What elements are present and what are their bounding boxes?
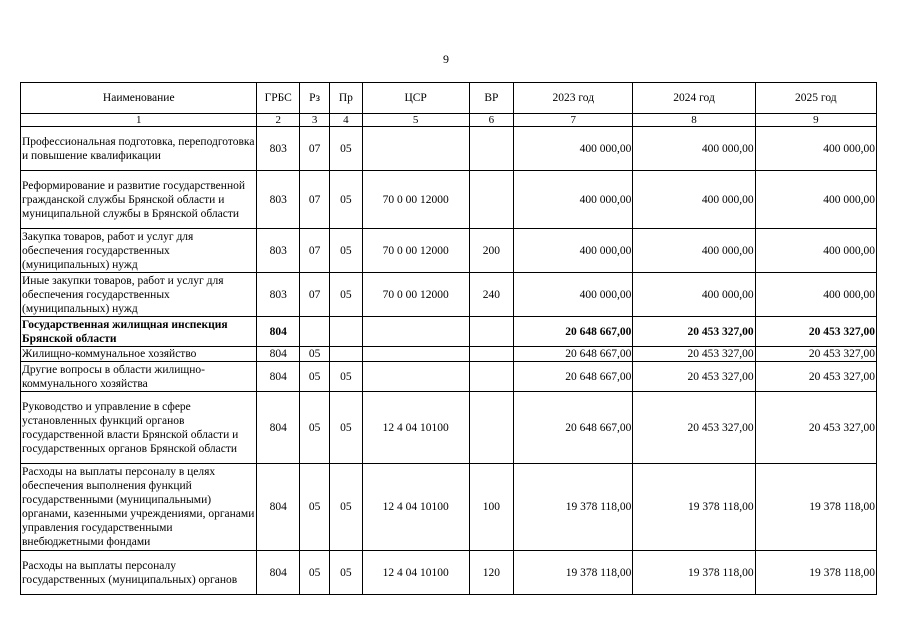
- row-vr-cell: [469, 317, 513, 347]
- row-2025-cell: 19 378 118,00: [755, 464, 876, 551]
- table-row: [21, 317, 877, 347]
- row-pr-cell: 05: [330, 229, 362, 273]
- row-rz-cell: [299, 317, 329, 347]
- row-rz-cell: 07: [299, 273, 329, 317]
- row-2025-cell: 20 453 327,00: [755, 317, 876, 347]
- row-name-cell: Реформирование и развитие государственной гражданской службы Брянской области и муниципальной службы в Брянской области: [21, 171, 257, 229]
- row-name-cell: Закупка товаров, работ и услуг для обеспечения государственных (муниципальных) нужд: [21, 229, 257, 273]
- row-grbs-cell: 803: [257, 273, 299, 317]
- row-2025-cell: 19 378 118,00: [755, 551, 876, 595]
- row-name-cell: Другие вопросы в области жилищно-коммунального хозяйства: [21, 362, 257, 392]
- row-grbs-cell: 804: [257, 362, 299, 392]
- table-row: [21, 347, 877, 362]
- column-number: 7: [514, 114, 633, 127]
- row-pr-cell: 05: [330, 273, 362, 317]
- row-2024-cell: 20 453 327,00: [633, 347, 755, 362]
- row-2025-cell: 20 453 327,00: [755, 392, 876, 464]
- column-number: 5: [362, 114, 469, 127]
- column-number: 9: [755, 114, 876, 127]
- row-2023-cell: 400 000,00: [514, 127, 633, 171]
- row-pr-cell: 05: [330, 464, 362, 551]
- row-vr-cell: 240: [469, 273, 513, 317]
- row-grbs-cell: 804: [257, 392, 299, 464]
- row-2024-cell: 19 378 118,00: [633, 551, 755, 595]
- row-rz-cell: 07: [299, 127, 329, 171]
- row-grbs-cell: 804: [257, 551, 299, 595]
- row-csr-cell: [362, 127, 469, 171]
- header-row: [21, 83, 877, 114]
- row-2024-cell: 20 453 327,00: [633, 362, 755, 392]
- row-2024-cell: 20 453 327,00: [633, 317, 755, 347]
- header-2024: 2024 год: [633, 83, 755, 114]
- row-pr-cell: 05: [330, 551, 362, 595]
- row-name-cell: Профессиональная подготовка, переподготовка и повышение квалификации: [21, 127, 257, 171]
- table-row: [21, 392, 877, 464]
- row-grbs-cell: 804: [257, 347, 299, 362]
- page-number: 9: [443, 52, 449, 66]
- table-row: [21, 362, 877, 392]
- row-csr-cell: 12 4 04 10100: [362, 464, 469, 551]
- row-vr-cell: 120: [469, 551, 513, 595]
- header-2025: 2025 год: [755, 83, 876, 114]
- header-pr: Пр: [330, 83, 362, 114]
- table-row: [21, 229, 877, 273]
- budget-table: [20, 82, 877, 595]
- row-2023-cell: 19 378 118,00: [514, 464, 633, 551]
- column-number: 6: [469, 114, 513, 127]
- row-csr-cell: 70 0 00 12000: [362, 273, 469, 317]
- row-2023-cell: 20 648 667,00: [514, 317, 633, 347]
- row-vr-cell: [469, 127, 513, 171]
- row-name-cell: Расходы на выплаты персоналу в целях обеспечения выполнения функций государственными (муниципальными) органами, казенными учреждениями, органами управления государственными внебюджетными фондами: [21, 464, 257, 551]
- row-pr-cell: [330, 317, 362, 347]
- row-name-cell: Жилищно-коммунальное хозяйство: [21, 347, 257, 362]
- row-csr-cell: [362, 362, 469, 392]
- row-2025-cell: 400 000,00: [755, 229, 876, 273]
- column-number-row: [21, 114, 877, 127]
- column-number: 1: [21, 114, 257, 127]
- row-vr-cell: 200: [469, 229, 513, 273]
- row-2023-cell: 400 000,00: [514, 229, 633, 273]
- row-grbs-cell: 803: [257, 171, 299, 229]
- row-name-cell: Государственная жилищная инспекция Брянской области: [21, 317, 257, 347]
- row-pr-cell: [330, 347, 362, 362]
- row-2023-cell: 400 000,00: [514, 273, 633, 317]
- header-csr: ЦСР: [362, 83, 469, 114]
- row-vr-cell: 100: [469, 464, 513, 551]
- header-grbs: ГРБС: [257, 83, 299, 114]
- row-grbs-cell: 803: [257, 127, 299, 171]
- table-row: [21, 464, 877, 551]
- row-2024-cell: 400 000,00: [633, 229, 755, 273]
- row-pr-cell: 05: [330, 171, 362, 229]
- row-csr-cell: [362, 347, 469, 362]
- row-2023-cell: 20 648 667,00: [514, 362, 633, 392]
- row-2023-cell: 19 378 118,00: [514, 551, 633, 595]
- row-2024-cell: 400 000,00: [633, 171, 755, 229]
- row-2023-cell: 20 648 667,00: [514, 392, 633, 464]
- column-number: 2: [257, 114, 299, 127]
- row-csr-cell: 70 0 00 12000: [362, 171, 469, 229]
- row-rz-cell: 07: [299, 229, 329, 273]
- row-csr-cell: 12 4 04 10100: [362, 551, 469, 595]
- row-grbs-cell: 804: [257, 464, 299, 551]
- column-number: 4: [330, 114, 362, 127]
- row-rz-cell: 05: [299, 347, 329, 362]
- row-csr-cell: 70 0 00 12000: [362, 229, 469, 273]
- row-2025-cell: 400 000,00: [755, 273, 876, 317]
- header-2023: 2023 год: [514, 83, 633, 114]
- row-pr-cell: 05: [330, 392, 362, 464]
- row-grbs-cell: 804: [257, 317, 299, 347]
- row-vr-cell: [469, 362, 513, 392]
- row-2024-cell: 400 000,00: [633, 273, 755, 317]
- row-grbs-cell: 803: [257, 229, 299, 273]
- row-csr-cell: [362, 317, 469, 347]
- header-name: Наименование: [21, 83, 257, 114]
- table-row: [21, 273, 877, 317]
- row-pr-cell: 05: [330, 362, 362, 392]
- row-2023-cell: 20 648 667,00: [514, 347, 633, 362]
- header-vr: ВР: [469, 83, 513, 114]
- row-rz-cell: 05: [299, 551, 329, 595]
- row-vr-cell: [469, 171, 513, 229]
- table-row: [21, 171, 877, 229]
- row-name-cell: Руководство и управление в сфере установленных функций органов государственной власти Брянской области и государственных органов Брянской области: [21, 392, 257, 464]
- row-2023-cell: 400 000,00: [514, 171, 633, 229]
- row-pr-cell: 05: [330, 127, 362, 171]
- row-2025-cell: 400 000,00: [755, 127, 876, 171]
- header-rz: Рз: [299, 83, 329, 114]
- row-rz-cell: 05: [299, 392, 329, 464]
- row-2025-cell: 20 453 327,00: [755, 362, 876, 392]
- row-2024-cell: 20 453 327,00: [633, 392, 755, 464]
- row-2025-cell: 400 000,00: [755, 171, 876, 229]
- row-name-cell: Расходы на выплаты персоналу государственных (муниципальных) органов: [21, 551, 257, 595]
- row-2024-cell: 19 378 118,00: [633, 464, 755, 551]
- table-row: [21, 551, 877, 595]
- column-number: 3: [299, 114, 329, 127]
- row-rz-cell: 05: [299, 464, 329, 551]
- row-csr-cell: 12 4 04 10100: [362, 392, 469, 464]
- row-2025-cell: 20 453 327,00: [755, 347, 876, 362]
- row-rz-cell: 07: [299, 171, 329, 229]
- row-vr-cell: [469, 347, 513, 362]
- column-number: 8: [633, 114, 755, 127]
- row-rz-cell: 05: [299, 362, 329, 392]
- row-name-cell: Иные закупки товаров, работ и услуг для обеспечения государственных (муниципальных) нужд: [21, 273, 257, 317]
- row-vr-cell: [469, 392, 513, 464]
- row-2024-cell: 400 000,00: [633, 127, 755, 171]
- table-row: [21, 127, 877, 171]
